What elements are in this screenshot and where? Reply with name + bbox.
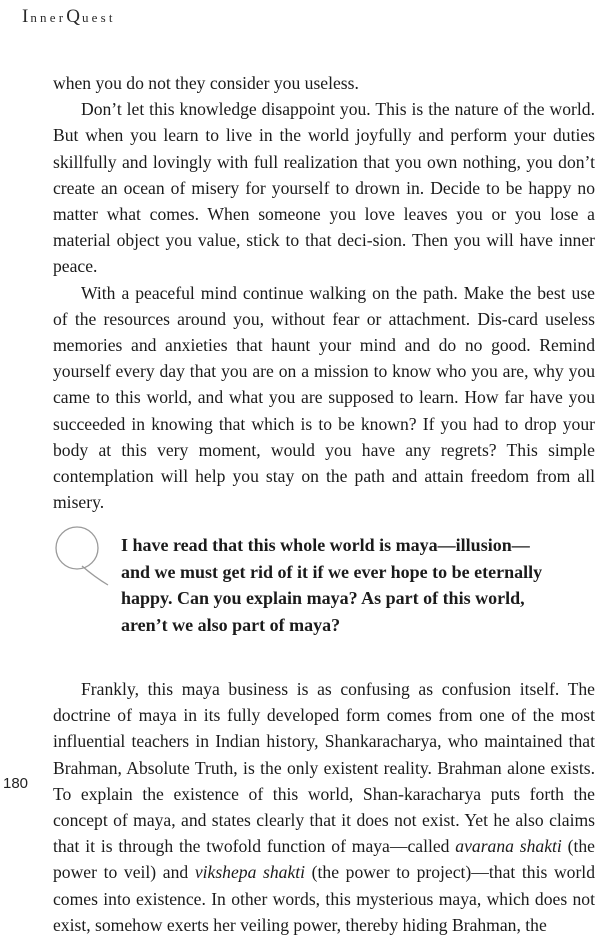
running-header-cap-i: I bbox=[22, 6, 31, 27]
answer-text: (the power to veil) and bbox=[53, 836, 595, 883]
question-line: aren’t we also part of maya? bbox=[121, 614, 341, 635]
body-text-top bbox=[53, 70, 595, 515]
paragraph-peaceful-mind: With a peaceful mind continue walking on the path. Make the best use of the resources around you, without fear or attachment. Dis-card useless memories and anxieties that haunt your mind and do no good. Remind yourself every day that you are on a mission to know who you are, why you came to this world, and what you are supposed to learn. How far have you succeeded in knowing that which is to be known? If you had to drop your body at this very moment, would you have any regrets? This simple contemplation will help you stay on the path and attain freedom from all misery. bbox=[53, 282, 595, 513]
answer-text: (the power to project)—that this world comes into existence. In other words, this mysterious maya, which does not exist, somehow exerts her veiling power, thereby hiding Brahman, the bbox=[53, 862, 595, 935]
answer-text: Frankly, this maya business is as confusing as confusion itself. The doctrine of maya in its fully developed form comes from one of the most influential teachers in Indian history, Shankaracharya, who maintained that Brahman, Absolute Truth, is the only existent reality. Brahman alone exists. To explain the existence of this world, Shan-karacharya puts forth the concept of maya, and states clearly that it does not exist. Yet he also claims that it is through the twofold function of maya—called bbox=[53, 679, 595, 857]
question-q-icon bbox=[52, 521, 110, 587]
paragraph-continued: when you do not they consider you useless. bbox=[53, 73, 359, 93]
running-header-part-1: nner bbox=[30, 10, 67, 25]
page-number: 180 bbox=[3, 775, 29, 792]
running-header-part-2: uest bbox=[81, 10, 116, 25]
running-header-cap-q: Q bbox=[66, 6, 82, 27]
term-avarana-shakti: avarana shakti bbox=[455, 836, 562, 857]
paragraph-answer bbox=[53, 676, 595, 938]
question-line: and we must get rid of it if we ever hope to be eternally bbox=[121, 561, 543, 582]
question-line: happy. Can you explain maya? As part of this world, bbox=[121, 588, 525, 608]
question-block bbox=[121, 532, 561, 638]
term-vikshepa-shakti: vikshepa shakti bbox=[194, 862, 306, 883]
question-line: I have read that this whole world is maya—illusion— bbox=[121, 535, 530, 555]
paragraph-knowledge: Don’t let this knowledge disappoint you. This is the nature of the world. But when you learn to live in the world joyfully and perform your duties skillfully and lovingly with full realization that you own nothing, you don’t create an ocean of misery for yourself to drown in. Decide to be happy no matter what comes. When someone you love leaves you or you lose a material object you value, stick to that deci-sion. Then you will have inner peace. bbox=[53, 99, 595, 277]
running-header bbox=[22, 6, 116, 28]
body-text-answer bbox=[53, 676, 595, 938]
